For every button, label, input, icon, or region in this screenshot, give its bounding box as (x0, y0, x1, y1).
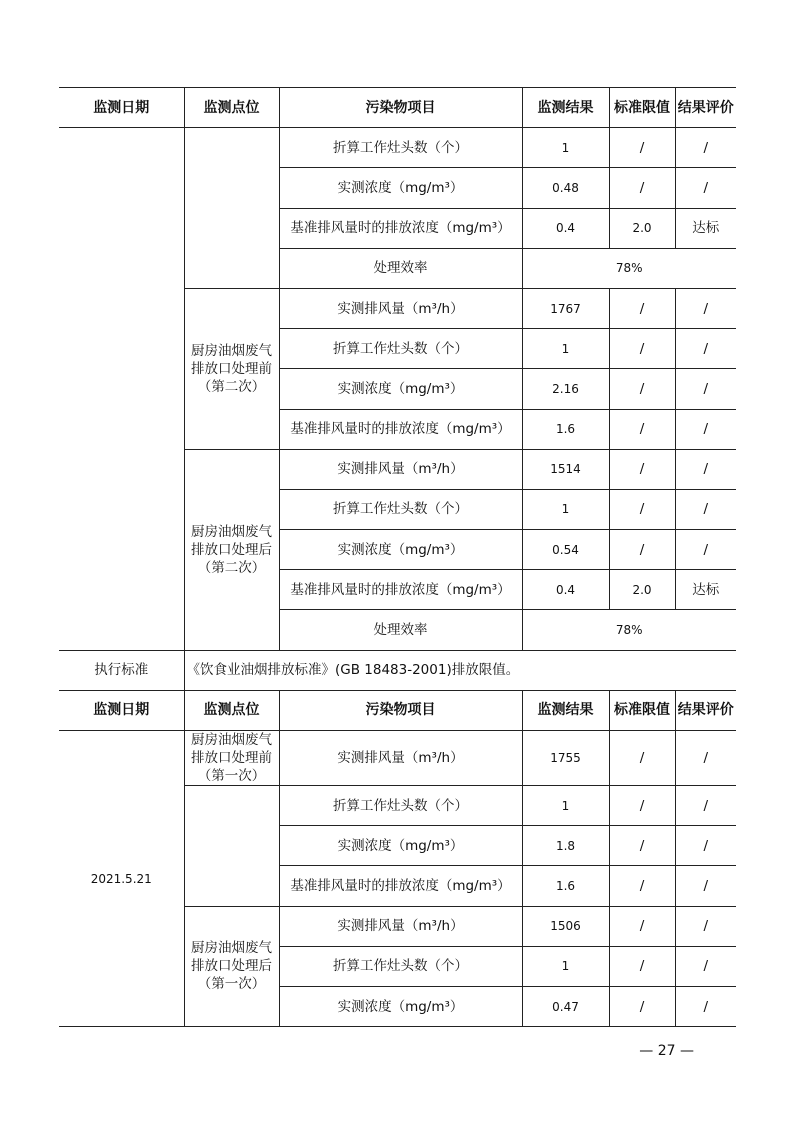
limit-cell: / (609, 906, 675, 946)
pollutant-cell: 实测浓度（mg/m³） (279, 530, 522, 570)
result-cell: 1 (522, 489, 609, 529)
pollutant-cell: 实测排风量（m³/h） (279, 906, 522, 946)
evaluation-cell: / (675, 128, 736, 168)
header-location: 监测点位 (184, 88, 279, 128)
limit-cell: / (609, 946, 675, 986)
result-cell: 1767 (522, 288, 609, 328)
result-cell: 1 (522, 946, 609, 986)
standard-label: 执行标准 (59, 650, 184, 690)
evaluation-cell: / (675, 288, 736, 328)
pollutant-cell: 实测浓度（mg/m³） (279, 168, 522, 208)
result-cell: 0.47 (522, 986, 609, 1026)
location-cell (184, 128, 279, 289)
date-cell: 2021.5.21 (59, 731, 184, 1027)
limit-cell: / (609, 369, 675, 409)
limit-cell: / (609, 329, 675, 369)
result-cell: 1 (522, 786, 609, 826)
evaluation-cell: / (675, 946, 736, 986)
pollutant-cell: 折算工作灶头数（个） (279, 786, 522, 826)
limit-cell: / (609, 866, 675, 906)
limit-cell: / (609, 826, 675, 866)
pollutant-cell: 折算工作灶头数（个） (279, 329, 522, 369)
evaluation-cell: / (675, 409, 736, 449)
evaluation-cell: / (675, 449, 736, 489)
table-row (59, 731, 736, 786)
limit-cell: / (609, 288, 675, 328)
pollutant-cell: 实测浓度（mg/m³） (279, 986, 522, 1026)
limit-cell: / (609, 449, 675, 489)
location-cell: 厨房油烟废气排放口处理后（第二次） (184, 449, 279, 650)
pollutant-cell: 基准排风量时的排放浓度（mg/m³） (279, 208, 522, 248)
evaluation-cell: / (675, 826, 736, 866)
limit-cell: / (609, 409, 675, 449)
standard-row (59, 650, 736, 690)
limit-cell: / (609, 168, 675, 208)
location-cell (184, 786, 279, 907)
result-cell: 1755 (522, 731, 609, 786)
page-number (0, 1043, 794, 1059)
evaluation-cell: / (675, 786, 736, 826)
standard-text: 《饮食业油烟排放标准》(GB 18483-2001)排放限值。 (184, 650, 736, 690)
table-row (59, 128, 736, 168)
evaluation-cell: / (675, 329, 736, 369)
result-cell: 0.54 (522, 530, 609, 570)
pollutant-cell: 处理效率 (279, 248, 522, 288)
limit-cell: 2.0 (609, 570, 675, 610)
header-evaluation: 结果评价 (675, 690, 736, 730)
page-number-text: — 27 — (639, 1043, 694, 1059)
evaluation-cell: / (675, 530, 736, 570)
pollutant-cell: 实测排风量（m³/h） (279, 731, 522, 786)
result-cell: 1514 (522, 449, 609, 489)
efficiency-cell: 78% (522, 610, 736, 650)
header-location: 监测点位 (184, 690, 279, 730)
header-limit: 标准限值 (609, 690, 675, 730)
evaluation-cell: / (675, 731, 736, 786)
limit-cell: / (609, 128, 675, 168)
limit-cell: / (609, 489, 675, 529)
pollutant-cell: 实测浓度（mg/m³） (279, 369, 522, 409)
monitoring-table (59, 87, 736, 1027)
evaluation-cell: 达标 (675, 208, 736, 248)
pollutant-cell: 实测排风量（m³/h） (279, 449, 522, 489)
location-cell: 厨房油烟废气排放口处理前（第二次） (184, 288, 279, 449)
result-cell: 0.4 (522, 570, 609, 610)
result-cell: 1506 (522, 906, 609, 946)
result-cell: 1.6 (522, 409, 609, 449)
header-limit: 标准限值 (609, 88, 675, 128)
header-date: 监测日期 (59, 88, 184, 128)
evaluation-cell: / (675, 168, 736, 208)
result-cell: 2.16 (522, 369, 609, 409)
location-cell: 厨房油烟废气排放口处理前（第一次） (184, 731, 279, 786)
limit-cell: / (609, 530, 675, 570)
date-cell (59, 128, 184, 650)
result-cell: 0.48 (522, 168, 609, 208)
limit-cell: 2.0 (609, 208, 675, 248)
result-cell: 1.6 (522, 866, 609, 906)
pollutant-cell: 基准排风量时的排放浓度（mg/m³） (279, 570, 522, 610)
efficiency-cell: 78% (522, 248, 736, 288)
evaluation-cell: 达标 (675, 570, 736, 610)
result-cell: 1 (522, 128, 609, 168)
evaluation-cell: / (675, 866, 736, 906)
header-result: 监测结果 (522, 88, 609, 128)
pollutant-cell: 基准排风量时的排放浓度（mg/m³） (279, 866, 522, 906)
table-header-row (59, 88, 736, 128)
pollutant-cell: 折算工作灶头数（个） (279, 946, 522, 986)
evaluation-cell: / (675, 906, 736, 946)
header-evaluation: 结果评价 (675, 88, 736, 128)
location-cell: 厨房油烟废气排放口处理后（第一次） (184, 906, 279, 1027)
header-result: 监测结果 (522, 690, 609, 730)
pollutant-cell: 基准排风量时的排放浓度（mg/m³） (279, 409, 522, 449)
limit-cell: / (609, 731, 675, 786)
result-cell: 1.8 (522, 826, 609, 866)
evaluation-cell: / (675, 489, 736, 529)
result-cell: 0.4 (522, 208, 609, 248)
pollutant-cell: 实测浓度（mg/m³） (279, 826, 522, 866)
table-header-row (59, 690, 736, 730)
limit-cell: / (609, 786, 675, 826)
header-date: 监测日期 (59, 690, 184, 730)
header-pollutant: 污染物项目 (279, 88, 522, 128)
pollutant-cell: 实测排风量（m³/h） (279, 288, 522, 328)
evaluation-cell: / (675, 369, 736, 409)
evaluation-cell: / (675, 986, 736, 1026)
header-pollutant: 污染物项目 (279, 690, 522, 730)
limit-cell: / (609, 986, 675, 1026)
pollutant-cell: 处理效率 (279, 610, 522, 650)
pollutant-cell: 折算工作灶头数（个） (279, 489, 522, 529)
pollutant-cell: 折算工作灶头数（个） (279, 128, 522, 168)
result-cell: 1 (522, 329, 609, 369)
